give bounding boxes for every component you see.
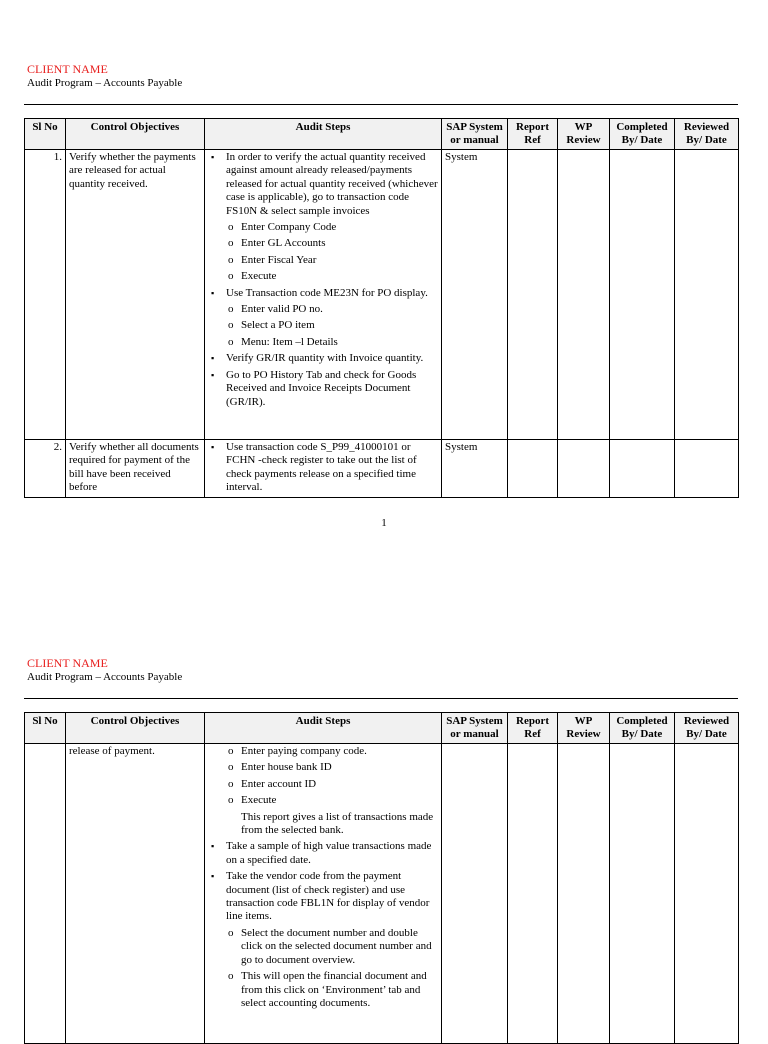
sl-no-cell: 2. — [25, 440, 66, 498]
step-bullet: ▪ Take the vendor code from the payment document (list of check register) and use transaction code FBL1N for display of vendor line items. — [208, 870, 438, 924]
col-header-sl-no: Sl No — [25, 119, 66, 150]
steps-cell — [205, 150, 442, 440]
col-header-sap: SAP System or manual — [442, 119, 508, 150]
document-header — [27, 62, 182, 90]
step-sub: o Select a PO item — [208, 319, 438, 332]
step-sub: o Select the document number and double click on the selected document number and go to document overview. — [208, 927, 438, 967]
col-header-sap: SAP System or manual — [442, 713, 508, 744]
col-header-audit-steps: Audit Steps — [205, 713, 442, 744]
step-sub: o Enter paying company code. — [208, 745, 438, 758]
col-header-report-ref: Report Ref — [508, 119, 558, 150]
step-note: This report gives a list of transactions made from the selected bank. — [241, 810, 434, 837]
sl-no-cell: 1. — [25, 150, 66, 440]
objective-cell: Verify whether the payments are released for actual quantity received. — [66, 150, 205, 440]
table-row — [25, 744, 739, 1044]
col-header-completed: Completed By/ Date — [610, 119, 675, 150]
step-bullet: ▪ Use transaction code S_P99_41000101 or FCHN -check register to take out the list of check payments release on a specified time interval. — [208, 441, 438, 495]
table-header-row — [25, 119, 739, 150]
step-sub: o Enter house bank ID — [208, 761, 438, 774]
step-sub: o Enter account ID — [208, 778, 438, 791]
document-header — [27, 656, 182, 684]
step-bullet: ▪ In order to verify the actual quantity received against amount already released/payments released for actual quantity received (whichever case is applicable), go to transaction code FS10N & select sample invoices — [208, 151, 438, 218]
table-header-row — [25, 713, 739, 744]
step-bullet: ▪ Verify GR/IR quantity with Invoice quantity. — [208, 352, 438, 365]
col-header-audit-steps: Audit Steps — [205, 119, 442, 150]
header-rule — [24, 698, 738, 699]
client-name: CLIENT NAME — [27, 62, 108, 76]
wp-review-cell — [558, 744, 610, 1044]
audit-table — [24, 712, 739, 1044]
steps-cell — [205, 744, 442, 1044]
col-header-wp-review: WP Review — [558, 713, 610, 744]
reviewed-cell — [675, 440, 739, 498]
col-header-reviewed: Reviewed By/ Date — [675, 119, 739, 150]
step-bullet: ▪ Take a sample of high value transactions made on a specified date. — [208, 840, 438, 867]
reviewed-cell — [675, 150, 739, 440]
sap-cell: System — [442, 150, 508, 440]
reviewed-cell — [675, 744, 739, 1044]
step-sub: o Execute — [208, 794, 438, 807]
objective-cell: Verify whether all documents required for payment of the bill have been received before — [66, 440, 205, 498]
step-sub: o Enter Fiscal Year — [208, 254, 438, 267]
col-header-sl-no: Sl No — [25, 713, 66, 744]
step-sub: o Enter GL Accounts — [208, 237, 438, 250]
completed-cell — [610, 440, 675, 498]
sap-cell: System — [442, 440, 508, 498]
step-sub: o Enter valid PO no. — [208, 303, 438, 316]
col-header-reviewed: Reviewed By/ Date — [675, 713, 739, 744]
page-number: 1 — [381, 517, 387, 529]
client-name: CLIENT NAME — [27, 656, 108, 670]
col-header-control-objectives: Control Objectives — [66, 713, 205, 744]
steps-cell — [205, 440, 442, 498]
wp-review-cell — [558, 150, 610, 440]
audit-table — [24, 118, 739, 498]
report-ref-cell — [508, 150, 558, 440]
document-subtitle: Audit Program – Accounts Payable — [27, 671, 183, 683]
objective-cell: release of payment. — [66, 744, 205, 1044]
step-sub: o Execute — [208, 270, 438, 283]
step-bullet: ▪ Go to PO History Tab and check for Goods Received and Invoice Receipts Document (GR/IR). — [208, 369, 438, 409]
header-rule — [24, 104, 738, 105]
completed-cell — [610, 150, 675, 440]
wp-review-cell — [558, 440, 610, 498]
table-row — [25, 150, 739, 440]
col-header-completed: Completed By/ Date — [610, 713, 675, 744]
table-row — [25, 440, 739, 498]
col-header-control-objectives: Control Objectives — [66, 119, 205, 150]
step-sub: o Menu: Item –l Details — [208, 336, 438, 349]
step-sub: o Enter Company Code — [208, 221, 438, 234]
completed-cell — [610, 744, 675, 1044]
step-sub: o This will open the financial document and from this click on ‘Environment’ tab and select accounting documents. — [208, 970, 438, 1010]
report-ref-cell — [508, 744, 558, 1044]
document-subtitle: Audit Program – Accounts Payable — [27, 77, 183, 89]
col-header-wp-review: WP Review — [558, 119, 610, 150]
sl-no-cell — [25, 744, 66, 1044]
col-header-report-ref: Report Ref — [508, 713, 558, 744]
step-bullet: ▪ Use Transaction code ME23N for PO display. — [208, 287, 438, 300]
report-ref-cell — [508, 440, 558, 498]
sap-cell — [442, 744, 508, 1044]
